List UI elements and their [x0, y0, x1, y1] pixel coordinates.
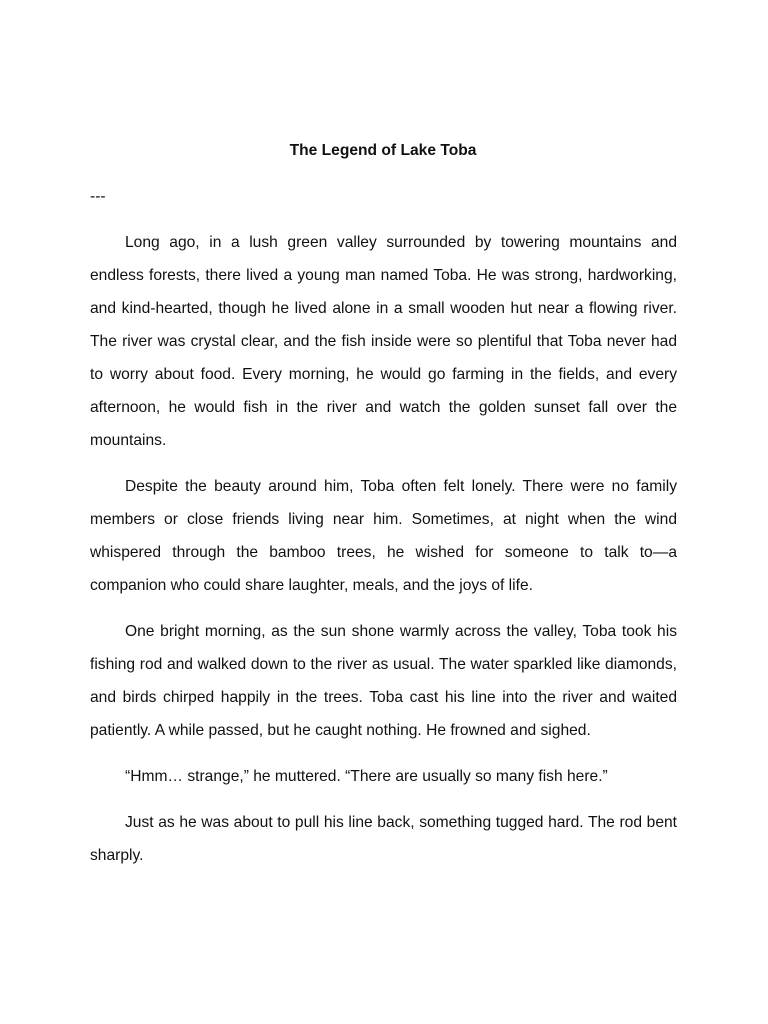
paragraph: “Hmm… strange,” he muttered. “There are usually so many fish here.”	[125, 768, 608, 785]
paragraph: Despite the beauty around him, Toba often felt lonely. There were no family members or close friends living near him. Sometimes, at night when the wind whispered through the bamboo trees, he wished for someone to talk to—a companion who could share laughter, meals, and the joys of life.	[90, 478, 677, 594]
paragraph: Just as he was about to pull his line back, something tugged hard. The rod bent sharply.	[90, 814, 677, 864]
paragraph: One bright morning, as the sun shone warmly across the valley, Toba took his fishing rod and walked down to the river as usual. The water sparkled like diamonds, and birds chirped happily in the trees. Toba cast his line into the river and waited patiently. A while passed, but he caught nothing. He frowned and sighed.	[90, 623, 677, 739]
document-title: The Legend of Lake Toba	[289, 142, 477, 159]
story-body	[90, 226, 677, 885]
section-separator: ---	[90, 188, 106, 205]
paragraph: Long ago, in a lush green valley surrounded by towering mountains and endless forests, there lived a young man named Toba. He was strong, hardworking, and kind-hearted, though he lived alone in a small wooden hut near a flowing river. The river was crystal clear, and the fish inside were so plentiful that Toba never had to worry about food. Every morning, he would go farming in the fields, and every afternoon, he would fish in the river and watch the golden sunset fall over the mountains.	[90, 234, 677, 449]
